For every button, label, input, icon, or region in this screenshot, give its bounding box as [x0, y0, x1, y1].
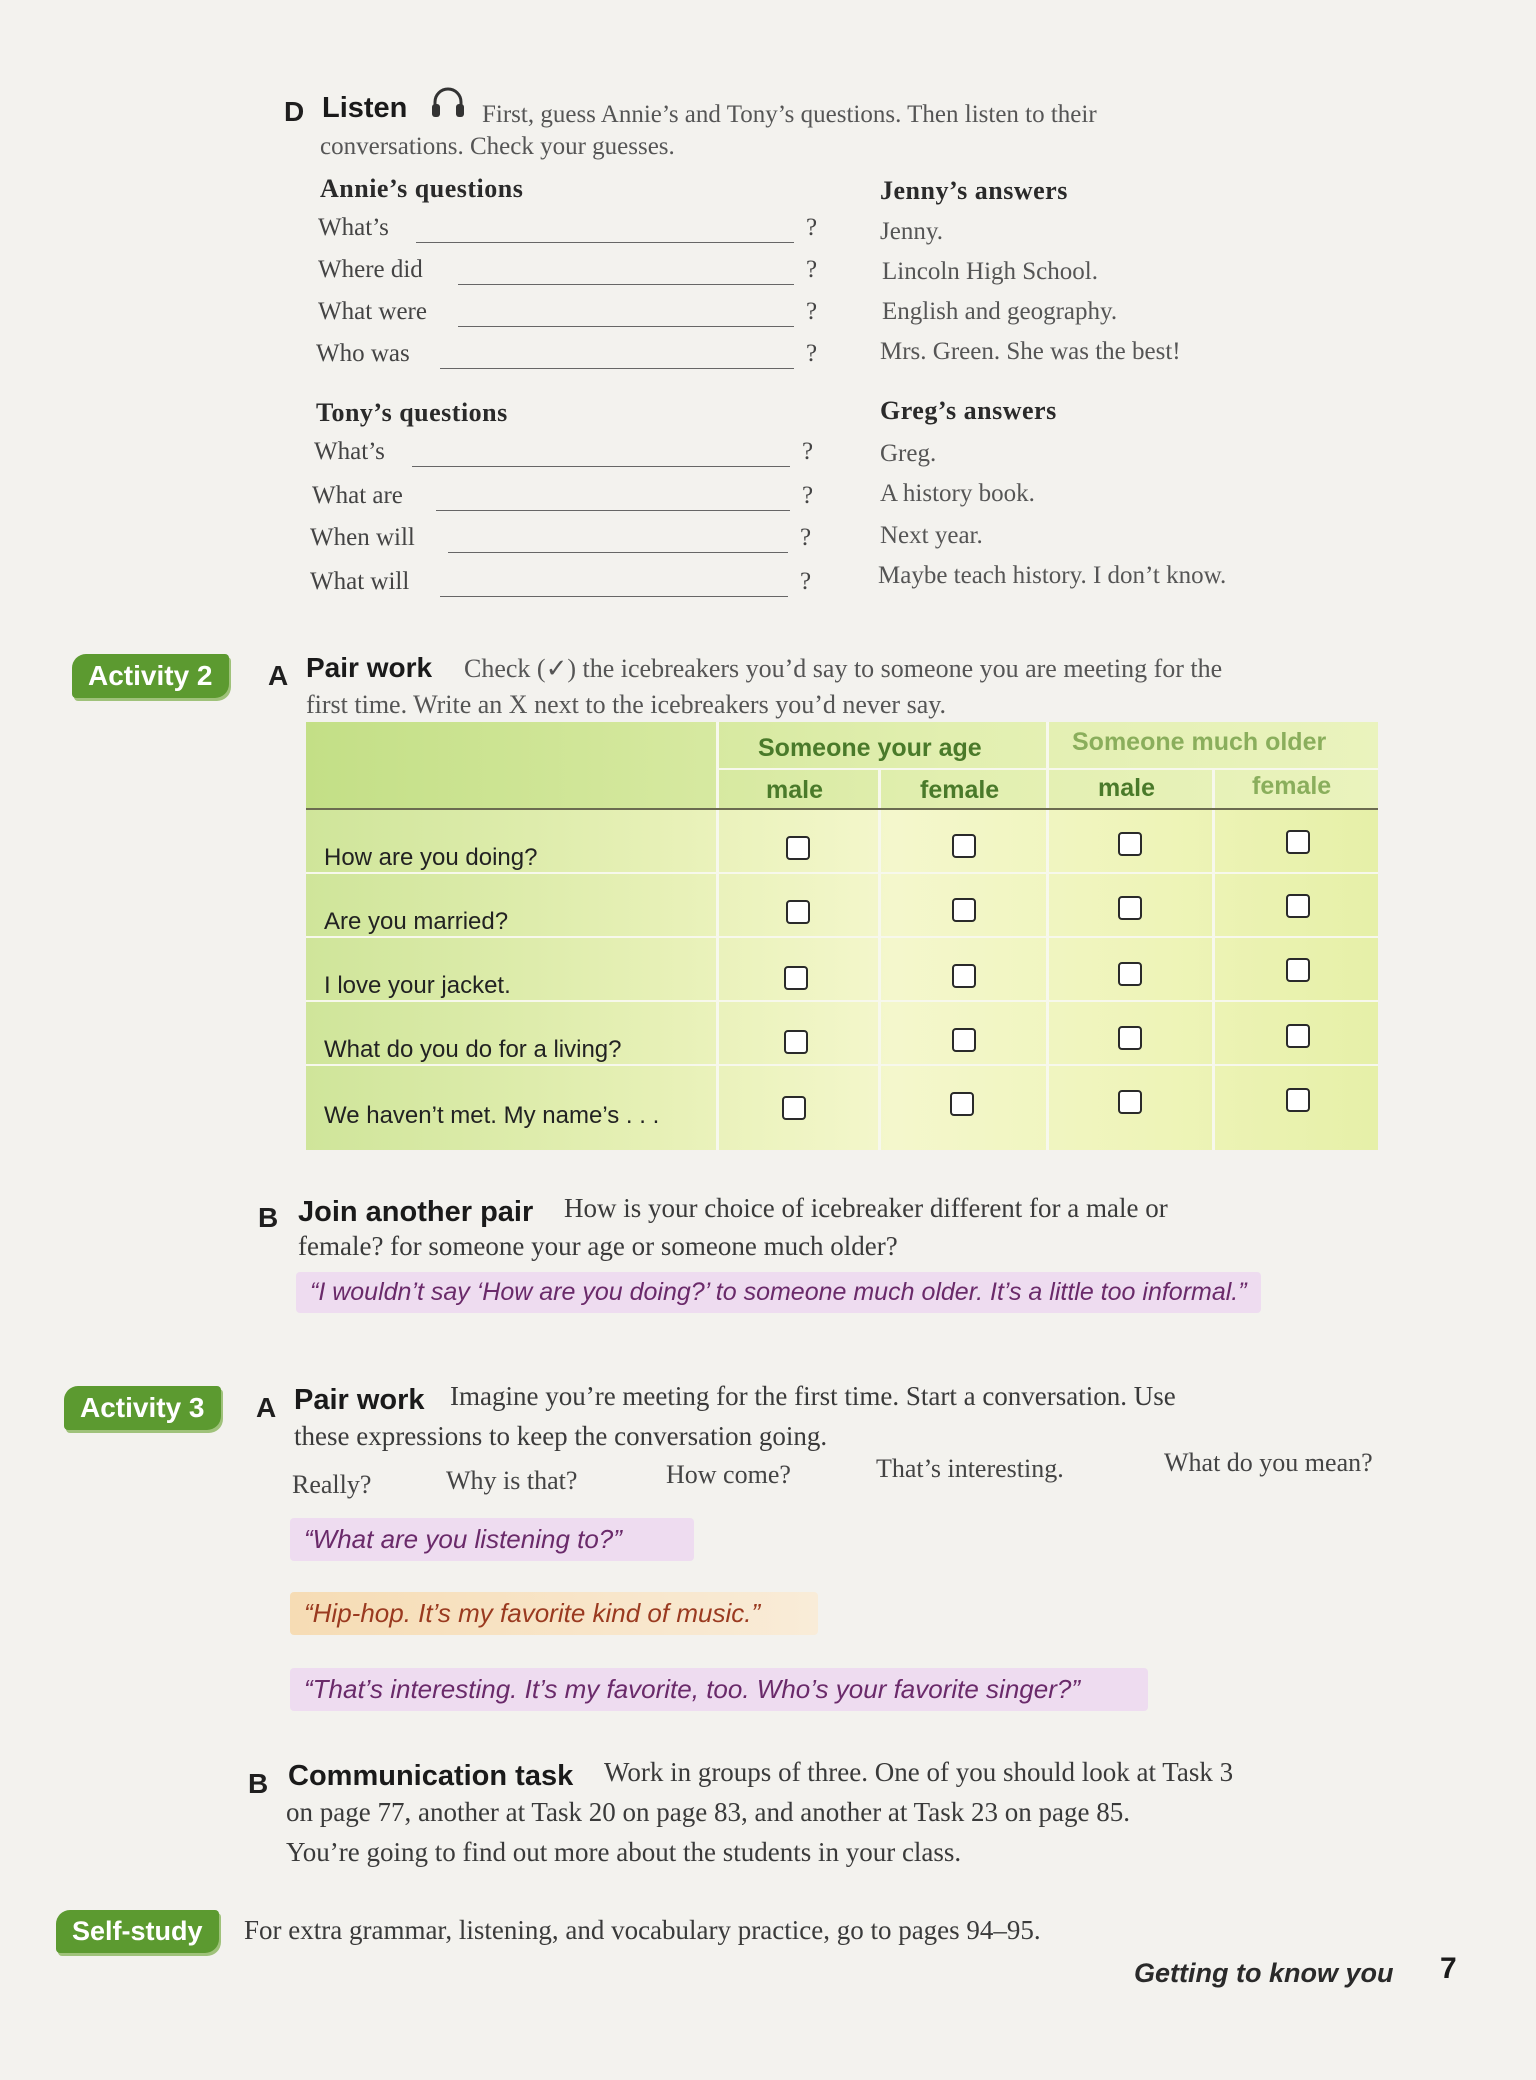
dialogue-bubble: “What are you listening to?”: [290, 1518, 694, 1561]
dialogue-bubble: “Hip-hop. It’s my favorite kind of music.”: [290, 1592, 818, 1635]
checkbox[interactable]: [1286, 1024, 1310, 1048]
checkbox[interactable]: [1118, 1026, 1142, 1050]
checkbox[interactable]: [1118, 1090, 1142, 1114]
row-label: Are you married?: [324, 908, 509, 935]
row-label: I love your jacket.: [324, 972, 511, 999]
expression: Really?: [292, 1470, 372, 1499]
checkbox[interactable]: [950, 1092, 974, 1116]
question-mark: ?: [806, 214, 818, 241]
activity-2-a-title: Pair work: [306, 652, 433, 683]
answer-blank[interactable]: [440, 368, 794, 369]
greg-answer: Maybe teach history. I don’t know.: [878, 562, 1227, 589]
expression: That’s interesting.: [876, 1454, 1064, 1483]
section-d-instruction-1: First, guess Annie’s and Tony’s questions. Then listen to their: [482, 101, 1097, 128]
question-mark: ?: [800, 568, 812, 595]
annie-question-row: [316, 340, 816, 380]
subheader-male: male: [766, 776, 823, 804]
answer-blank[interactable]: [436, 510, 790, 511]
checkbox[interactable]: [782, 1096, 806, 1120]
checkbox[interactable]: [952, 964, 976, 988]
question-mark: ?: [802, 438, 814, 465]
expression: How come?: [666, 1460, 791, 1489]
checkbox[interactable]: [952, 1028, 976, 1052]
section-d-letter: D: [284, 96, 305, 127]
activity-2-b-text-2: female? for someone your age or someone much older?: [298, 1231, 898, 1261]
checkbox[interactable]: [952, 834, 976, 858]
activity-3-a-title: Pair work: [294, 1384, 425, 1416]
headphones-icon: [430, 86, 466, 125]
column-divider: [1212, 768, 1215, 1150]
header-rule: [306, 808, 1378, 810]
checkbox[interactable]: [1286, 894, 1310, 918]
page-number: 7: [1440, 1952, 1457, 1985]
row-divider: [306, 1000, 1378, 1002]
annie-heading: Annie’s questions: [320, 174, 524, 203]
jenny-answer: Jenny.: [880, 218, 943, 245]
activity-2-tab: Activity 2: [72, 654, 229, 698]
question-stem: What’s: [318, 214, 389, 241]
row-label: How are you doing?: [324, 844, 538, 871]
checkbox[interactable]: [1118, 832, 1142, 856]
activity-3-b-text-2: on page 77, another at Task 20 on page 83, and another at Task 23 on page 85.: [286, 1797, 1131, 1827]
tony-question-row: [312, 482, 812, 522]
dialogue-bubble: “That’s interesting. It’s my favorite, too. Who’s your favorite singer?”: [290, 1668, 1148, 1711]
checkbox[interactable]: [786, 836, 810, 860]
answer-blank[interactable]: [458, 284, 794, 285]
activity-3-b-text-3: You’re going to find out more about the students in your class.: [286, 1837, 962, 1867]
greg-answer: Greg.: [880, 440, 937, 467]
jenny-heading: Jenny’s answers: [880, 176, 1068, 205]
row-label: We haven’t met. My name’s . . .: [324, 1102, 660, 1129]
activity-2-a-text-2: first time. Write an X next to the icebreakers you’d never say.: [306, 690, 947, 719]
expression: What do you mean?: [1164, 1448, 1373, 1477]
footer-unit-title: Getting to know you: [1134, 1958, 1394, 1988]
jenny-answer: English and geography.: [882, 298, 1118, 325]
question-mark: ?: [806, 298, 818, 325]
question-stem: What were: [318, 298, 427, 325]
group-header-your-age: Someone your age: [758, 734, 982, 762]
row-divider: [306, 936, 1378, 938]
activity-3-b-title: Communication task: [288, 1760, 574, 1792]
tony-heading: Tony’s questions: [316, 398, 508, 427]
answer-blank[interactable]: [440, 596, 788, 597]
column-divider: [878, 768, 881, 1150]
self-study-tab: Self-study: [56, 1910, 219, 1953]
annie-question-row: [318, 298, 818, 338]
jenny-answer: Lincoln High School.: [882, 258, 1098, 285]
activity-3-b-letter: B: [248, 1768, 269, 1799]
activity-2-b-text-1: How is your choice of icebreaker different for a male or: [564, 1193, 1168, 1223]
checkbox[interactable]: [1286, 830, 1310, 854]
row-divider: [306, 872, 1378, 874]
greg-answer: A history book.: [880, 480, 1035, 507]
annie-question-row: [318, 256, 818, 296]
checkbox[interactable]: [786, 900, 810, 924]
question-stem: What’s: [314, 438, 385, 465]
subheader-male: male: [1098, 774, 1155, 802]
tony-question-row: [310, 568, 810, 608]
group-header-much-older: Someone much older: [1072, 728, 1327, 756]
question-mark: ?: [802, 482, 814, 509]
activity-3-b-text-1: Work in groups of three. One of you should look at Task 3: [604, 1757, 1234, 1787]
activity-2-a-letter: A: [268, 660, 289, 691]
question-stem: When will: [310, 524, 415, 551]
question-stem: Where did: [318, 256, 423, 283]
activity-3-tab: Activity 3: [64, 1386, 221, 1430]
activity-2-b-title: Join another pair: [298, 1196, 534, 1228]
answer-blank[interactable]: [448, 552, 788, 553]
question-mark: ?: [800, 524, 812, 551]
jenny-answer: Mrs. Green. She was the best!: [880, 338, 1181, 365]
section-d-title: Listen: [322, 92, 408, 124]
activity-3-a-letter: A: [256, 1392, 277, 1423]
greg-answer: Next year.: [880, 522, 983, 549]
checkbox[interactable]: [952, 898, 976, 922]
answer-blank[interactable]: [458, 326, 794, 327]
checkbox[interactable]: [1118, 896, 1142, 920]
checkbox[interactable]: [1286, 958, 1310, 982]
activity-2-b-letter: B: [258, 1202, 279, 1233]
row-label: What do you do for a living?: [324, 1036, 622, 1063]
checkbox[interactable]: [1118, 962, 1142, 986]
question-stem: Who was: [316, 340, 410, 367]
section-d-instruction-2: conversations. Check your guesses.: [320, 133, 675, 160]
answer-blank[interactable]: [412, 466, 790, 467]
self-study-text: For extra grammar, listening, and vocabulary practice, go to pages 94–95.: [244, 1915, 1041, 1945]
tony-question-row: [314, 438, 814, 478]
answer-blank[interactable]: [416, 242, 794, 243]
expression: Why is that?: [446, 1466, 578, 1495]
question-mark: ?: [806, 256, 818, 283]
checkbox[interactable]: [784, 966, 808, 990]
example-speech-bubble: “I wouldn’t say ‘How are you doing?’ to someone much older. It’s a little too informal.”: [296, 1272, 1261, 1313]
subheader-female: female: [920, 776, 1000, 804]
activity-3-a-text-2: these expressions to keep the conversation going.: [294, 1421, 828, 1451]
greg-heading: Greg’s answers: [880, 396, 1057, 425]
icebreaker-table: [306, 722, 1378, 1150]
question-mark: ?: [806, 340, 818, 367]
subheader-female: female: [1252, 772, 1332, 800]
annie-question-row: [318, 214, 818, 254]
tony-question-row: [310, 524, 810, 564]
checkbox[interactable]: [1286, 1088, 1310, 1112]
row-divider: [306, 1064, 1378, 1066]
question-stem: What will: [310, 568, 410, 595]
activity-2-a-text-1: Check (✓) the icebreakers you’d say to someone you are meeting for the: [464, 654, 1223, 683]
activity-3-a-text-1: Imagine you’re meeting for the first time. Start a conversation. Use: [450, 1381, 1176, 1411]
question-stem: What are: [312, 482, 403, 509]
checkbox[interactable]: [784, 1030, 808, 1054]
